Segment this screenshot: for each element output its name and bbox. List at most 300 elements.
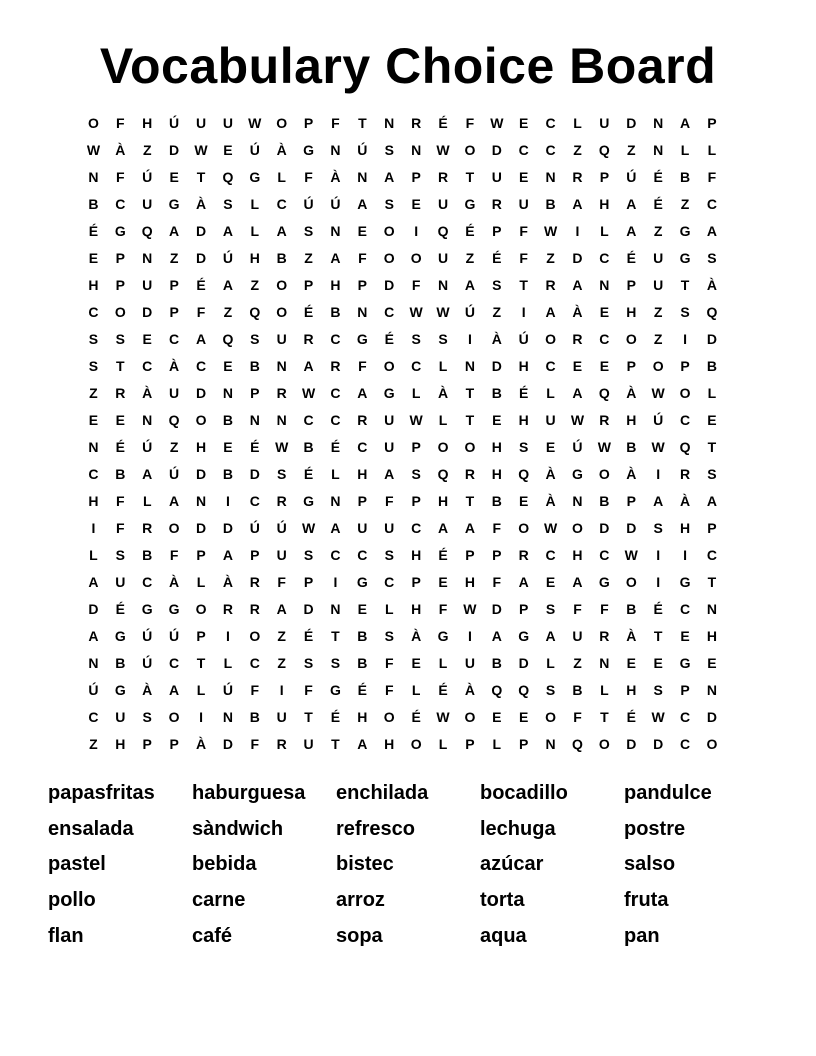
word-list-item: haburguesa xyxy=(192,782,306,804)
grid-letter: A xyxy=(706,223,717,239)
grid-letter: G xyxy=(572,466,583,482)
grid-letter: F xyxy=(600,601,609,617)
grid-letter: G xyxy=(114,628,126,644)
grid-letter: À xyxy=(679,493,691,509)
grid-letter: P xyxy=(707,115,717,131)
grid-letter: E xyxy=(169,169,179,185)
grid-letter: À xyxy=(437,385,449,401)
grid-letter: Q xyxy=(598,142,610,158)
grid-letter: L xyxy=(707,385,717,401)
grid-letter: I xyxy=(575,223,580,239)
grid-letter: Z xyxy=(89,736,98,752)
grid-letter: W xyxy=(301,385,316,401)
grid-letter: Z xyxy=(546,250,555,266)
word-list-item: salso xyxy=(624,853,676,876)
grid-letter: À xyxy=(706,277,717,293)
grid-letter: O xyxy=(545,709,557,725)
grid-letter: E xyxy=(707,412,717,428)
grid-letter: D xyxy=(222,520,233,536)
grid-letter: Z xyxy=(653,223,663,239)
grid-letter: R xyxy=(330,358,341,374)
grid-letter: L xyxy=(438,736,448,752)
grid-letter: D xyxy=(626,736,637,752)
grid-letter: C xyxy=(545,547,556,563)
grid-letter: S xyxy=(88,331,99,347)
grid-letter: N xyxy=(545,736,556,752)
grid-letter: G xyxy=(464,196,476,212)
grid-letter: P xyxy=(626,358,636,374)
grid-letter: H xyxy=(491,439,502,455)
grid-letter: C xyxy=(330,412,341,428)
grid-letter: W xyxy=(651,709,665,725)
grid-letter: O xyxy=(383,358,395,374)
grid-letter: À xyxy=(626,466,637,482)
grid-letter: O xyxy=(276,277,288,293)
grid-letter: I xyxy=(656,574,661,590)
grid-letter: A xyxy=(357,196,368,212)
grid-letter: D xyxy=(572,250,583,266)
grid-letter: Ú xyxy=(142,628,153,644)
grid-letter: Q xyxy=(168,412,180,428)
grid-letter: E xyxy=(223,358,233,374)
word-list-item: pan xyxy=(624,924,660,947)
grid-letter: A xyxy=(142,466,153,482)
grid-letter: É xyxy=(384,331,394,347)
grid-letter: U xyxy=(545,412,556,428)
grid-letter: N xyxy=(330,493,341,509)
grid-letter: W xyxy=(301,520,316,536)
grid-letter: G xyxy=(114,682,126,698)
grid-letter: Z xyxy=(277,655,286,671)
grid-letter: R xyxy=(276,736,287,752)
grid-letter: É xyxy=(492,250,502,266)
grid-letter: H xyxy=(249,250,260,266)
grid-letter: N xyxy=(88,439,99,455)
grid-letter: Z xyxy=(653,304,663,320)
grid-letter: O xyxy=(168,709,180,725)
grid-letter: G xyxy=(168,601,180,617)
grid-letter: P xyxy=(169,736,179,752)
word-list-item: pandulce xyxy=(624,782,712,804)
grid-letter: F xyxy=(116,115,125,131)
grid-letter: B xyxy=(545,196,556,212)
grid-letter: P xyxy=(196,628,206,644)
grid-letter: A xyxy=(518,574,529,590)
grid-letter: D xyxy=(706,331,717,347)
grid-letter: A xyxy=(384,466,395,482)
grid-letter: F xyxy=(384,493,394,509)
word-list-item: papasfritas xyxy=(48,782,155,804)
grid-letter: H xyxy=(599,196,610,212)
grid-letter: D xyxy=(222,736,233,752)
grid-letter: F xyxy=(358,358,367,374)
grid-letter: C xyxy=(599,547,610,563)
grid-letter: Ú xyxy=(464,304,475,320)
grid-letter: B xyxy=(115,466,126,482)
grid-letter: G xyxy=(303,142,315,158)
grid-letter: B xyxy=(626,601,637,617)
grid-letter: U xyxy=(384,439,395,455)
grid-letter: R xyxy=(572,169,583,185)
grid-letter: P xyxy=(492,547,502,563)
grid-letter: T xyxy=(519,277,528,293)
grid-letter: L xyxy=(438,412,448,428)
grid-letter: H xyxy=(142,115,153,131)
grid-letter: O xyxy=(625,574,637,590)
grid-letter: D xyxy=(195,385,207,401)
grid-letter: S xyxy=(142,709,152,725)
grid-letter: É xyxy=(88,223,99,239)
grid-letter: C xyxy=(545,115,556,131)
grid-letter: I xyxy=(521,304,526,320)
grid-letter: D xyxy=(518,655,529,671)
grid-letter: L xyxy=(438,358,448,374)
grid-letter: P xyxy=(142,736,152,752)
grid-letter: S xyxy=(519,439,529,455)
grid-letter: Q xyxy=(491,682,503,698)
grid-letter: A xyxy=(330,250,341,266)
grid-letter: W xyxy=(597,439,611,455)
grid-letter: À xyxy=(330,169,341,185)
grid-letter: O xyxy=(706,736,718,752)
grid-letter: S xyxy=(303,223,314,239)
word-list-item: bebida xyxy=(192,853,257,876)
grid-letter: S xyxy=(250,331,260,347)
grid-letter: O xyxy=(598,736,610,752)
grid-letter: A xyxy=(545,628,556,644)
grid-letter: C xyxy=(249,655,260,671)
grid-letter: À xyxy=(491,331,502,347)
grid-letter: G xyxy=(679,250,691,266)
grid-letter: G xyxy=(437,628,449,644)
grid-letter: Ú xyxy=(169,628,180,644)
grid-letter: T xyxy=(196,169,206,185)
grid-letter: L xyxy=(250,196,260,212)
grid-letter: Z xyxy=(223,304,233,320)
grid-letter: A xyxy=(572,277,583,293)
grid-letter: L xyxy=(600,223,609,239)
grid-letter: A xyxy=(626,223,637,239)
grid-letter: É xyxy=(115,601,125,617)
grid-letter: R xyxy=(357,412,368,428)
grid-letter: U xyxy=(491,169,502,185)
grid-letter: S xyxy=(303,547,314,563)
grid-letter: W xyxy=(194,142,208,158)
grid-letter: S xyxy=(680,304,690,320)
grid-letter: A xyxy=(384,169,395,185)
grid-letter: Z xyxy=(142,142,152,158)
grid-letter: S xyxy=(492,277,502,293)
grid-letter: O xyxy=(195,601,207,617)
grid-letter: O xyxy=(410,736,422,752)
grid-letter: E xyxy=(626,655,636,671)
grid-letter: D xyxy=(142,304,153,320)
grid-letter: Q xyxy=(706,304,718,320)
grid-letter: Q xyxy=(222,169,234,185)
grid-letter: W xyxy=(624,547,638,563)
grid-letter: Ú xyxy=(357,142,368,158)
grid-letter: S xyxy=(223,196,233,212)
grid-letter: T xyxy=(331,628,340,644)
grid-letter: Z xyxy=(304,250,313,266)
grid-letter: O xyxy=(572,520,583,536)
grid-letter: R xyxy=(679,466,691,482)
grid-letter: I xyxy=(199,709,203,725)
grid-letter: É xyxy=(250,439,260,455)
grid-letter: B xyxy=(599,493,610,509)
grid-letter: É xyxy=(653,196,663,212)
grid-letter: L xyxy=(600,682,609,698)
grid-letter: H xyxy=(330,277,341,293)
grid-letter: H xyxy=(437,493,449,509)
grid-letter: U xyxy=(653,277,664,293)
grid-letter: E xyxy=(519,493,529,509)
word-list-item: refresco xyxy=(336,817,415,840)
grid-letter: Ú xyxy=(303,196,314,212)
word-list-item: aqua xyxy=(480,924,527,947)
grid-letter: A xyxy=(276,223,287,239)
grid-letter: E xyxy=(707,655,717,671)
grid-letter: R xyxy=(599,628,610,644)
grid-letter: C xyxy=(330,547,341,563)
grid-letter: T xyxy=(707,574,717,590)
grid-letter: S xyxy=(653,520,663,536)
word-list-item: bocadillo xyxy=(480,782,568,804)
grid-letter: C xyxy=(679,412,691,428)
grid-letter: P xyxy=(492,223,502,239)
grid-letter: U xyxy=(518,196,529,212)
grid-letter: U xyxy=(222,115,233,131)
grid-letter: O xyxy=(545,331,557,347)
grid-letter: T xyxy=(358,115,367,131)
grid-letter: F xyxy=(438,601,448,617)
word-list-item: fruta xyxy=(624,889,669,912)
page-title: Vocabulary Choice Board xyxy=(99,38,717,94)
grid-letter: S xyxy=(277,466,287,482)
grid-letter: U xyxy=(276,331,287,347)
grid-letter: O xyxy=(410,250,422,266)
grid-letter: Ú xyxy=(142,169,153,185)
word-list-item: pollo xyxy=(48,889,96,912)
grid-letter: T xyxy=(465,493,475,509)
grid-letter: A xyxy=(572,385,583,401)
grid-letter: S xyxy=(384,196,394,212)
grid-letter: F xyxy=(358,250,367,266)
grid-letter: Q xyxy=(679,439,691,455)
grid-letter: Ú xyxy=(142,655,153,671)
grid-letter: À xyxy=(572,304,583,320)
word-list-item: carne xyxy=(192,889,246,912)
grid-letter: C xyxy=(599,250,610,266)
grid-letter: U xyxy=(169,385,180,401)
grid-letter: F xyxy=(519,223,528,239)
grid-letter: P xyxy=(519,601,529,617)
word-list-item: pastel xyxy=(48,853,106,876)
grid-letter: P xyxy=(250,547,260,563)
grid-letter: L xyxy=(411,682,421,698)
grid-letter: À xyxy=(195,736,207,752)
grid-letter: F xyxy=(116,169,125,185)
grid-letter: R xyxy=(115,385,126,401)
grid-letter: À xyxy=(626,385,637,401)
grid-letter: D xyxy=(653,736,664,752)
grid-letter: G xyxy=(356,574,368,590)
grid-letter: H xyxy=(357,709,368,725)
grid-letter: É xyxy=(303,304,314,320)
grid-letter: À xyxy=(411,628,422,644)
grid-letter: H xyxy=(626,304,637,320)
grid-letter: C xyxy=(384,574,395,590)
grid-letter: N xyxy=(706,682,717,698)
grid-letter: E xyxy=(519,169,529,185)
grid-letter: E xyxy=(545,574,556,590)
grid-letter: E xyxy=(653,655,663,671)
grid-letter: S xyxy=(707,250,717,266)
grid-letter: N xyxy=(222,709,233,725)
grid-letter: C xyxy=(357,547,368,563)
grid-letter: G xyxy=(303,493,315,509)
grid-letter: N xyxy=(599,277,610,293)
grid-letter: F xyxy=(116,520,125,536)
grid-letter: Ú xyxy=(518,331,529,347)
grid-letter: P xyxy=(680,358,690,374)
grid-letter: Ú xyxy=(276,520,287,536)
grid-letter: D xyxy=(626,520,637,536)
grid-letter: A xyxy=(491,628,502,644)
grid-letter: B xyxy=(222,466,233,482)
grid-letter: N xyxy=(572,493,583,509)
grid-letter: B xyxy=(330,304,341,320)
grid-letter: A xyxy=(222,277,233,293)
grid-letter: Ú xyxy=(653,412,664,428)
grid-letter: E xyxy=(492,412,502,428)
word-list-item: sopa xyxy=(336,924,383,947)
grid-letter: Z xyxy=(653,331,663,347)
grid-letter: U xyxy=(653,250,664,266)
grid-letter: U xyxy=(142,277,153,293)
grid-letter: C xyxy=(276,196,287,212)
grid-letter: É xyxy=(653,169,663,185)
grid-letter: O xyxy=(195,412,207,428)
grid-letter: S xyxy=(384,547,394,563)
grid-letter: A xyxy=(357,385,368,401)
grid-letter: A xyxy=(545,304,556,320)
grid-letter: Ú xyxy=(330,196,341,212)
grid-letter: P xyxy=(303,115,314,131)
grid-letter: N xyxy=(545,169,556,185)
grid-letter: N xyxy=(411,142,422,158)
grid-letter: A xyxy=(303,358,314,374)
grid-letter: P xyxy=(303,277,314,293)
grid-letter: S xyxy=(707,466,717,482)
grid-letter: C xyxy=(195,358,207,374)
grid-letter: B xyxy=(491,385,502,401)
grid-letter: N xyxy=(464,358,475,374)
grid-letter: C xyxy=(599,331,610,347)
grid-letter: N xyxy=(653,142,664,158)
grid-letter: A xyxy=(653,493,664,509)
grid-letter: O xyxy=(168,520,180,536)
grid-letter: A xyxy=(572,574,583,590)
grid-letter: L xyxy=(89,547,98,563)
grid-letter: E xyxy=(599,304,610,320)
grid-letter: I xyxy=(414,223,419,239)
grid-letter: D xyxy=(626,115,637,131)
grid-letter: G xyxy=(518,628,530,644)
grid-letter: O xyxy=(249,628,261,644)
grid-letter: N xyxy=(599,655,610,671)
grid-letter: U xyxy=(384,412,395,428)
grid-letter: Ú xyxy=(169,115,180,131)
grid-letter: I xyxy=(656,547,661,563)
grid-letter: N xyxy=(88,655,99,671)
grid-letter: L xyxy=(223,655,233,671)
grid-letter: I xyxy=(225,493,230,509)
grid-letter: L xyxy=(250,223,260,239)
grid-letter: T xyxy=(304,709,313,725)
grid-letter: G xyxy=(679,574,691,590)
grid-letter: E xyxy=(680,628,690,644)
grid-letter: C xyxy=(357,439,368,455)
grid-letter: N xyxy=(142,412,153,428)
word-list xyxy=(48,776,768,954)
grid-letter: Q xyxy=(437,223,449,239)
grid-letter: G xyxy=(356,331,368,347)
grid-letter: S xyxy=(411,331,421,347)
grid-letter: P xyxy=(115,250,125,266)
letter-grid xyxy=(80,110,736,758)
grid-letter: S xyxy=(88,358,99,374)
grid-letter: G xyxy=(383,385,395,401)
grid-letter: É xyxy=(438,682,448,698)
grid-letter: B xyxy=(679,169,691,185)
grid-letter: R xyxy=(545,277,556,293)
grid-letter: T xyxy=(465,169,475,185)
grid-letter: E xyxy=(572,358,583,374)
grid-letter: D xyxy=(195,466,207,482)
word-list-item: arroz xyxy=(336,889,385,912)
grid-letter: S xyxy=(653,682,663,698)
grid-letter: H xyxy=(572,547,583,563)
grid-letter: R xyxy=(249,574,260,590)
grid-letter: I xyxy=(683,547,687,563)
grid-letter: À xyxy=(276,142,287,158)
grid-letter: É xyxy=(357,682,368,698)
grid-letter: C xyxy=(545,358,556,374)
grid-letter: U xyxy=(437,196,449,212)
grid-letter: F xyxy=(707,169,717,185)
grid-letter: U xyxy=(195,115,207,131)
grid-letter: F xyxy=(465,115,475,131)
grid-letter: Z xyxy=(89,385,98,401)
grid-letter: O xyxy=(437,439,449,455)
grid-letter: N xyxy=(330,142,341,158)
grid-letter: B xyxy=(303,439,314,455)
grid-letter: O xyxy=(383,250,395,266)
grid-letter: H xyxy=(464,574,475,590)
grid-letter: H xyxy=(115,736,126,752)
grid-letter: W xyxy=(570,412,585,428)
grid-letter: Q xyxy=(437,466,449,482)
grid-letter: A xyxy=(706,493,717,509)
grid-letter: O xyxy=(598,466,610,482)
grid-letter: P xyxy=(357,493,368,509)
grid-letter: C xyxy=(679,709,691,725)
grid-letter: R xyxy=(276,493,287,509)
grid-letter: P xyxy=(250,385,260,401)
grid-letter: P xyxy=(411,169,421,185)
grid-letter: D xyxy=(491,358,502,374)
